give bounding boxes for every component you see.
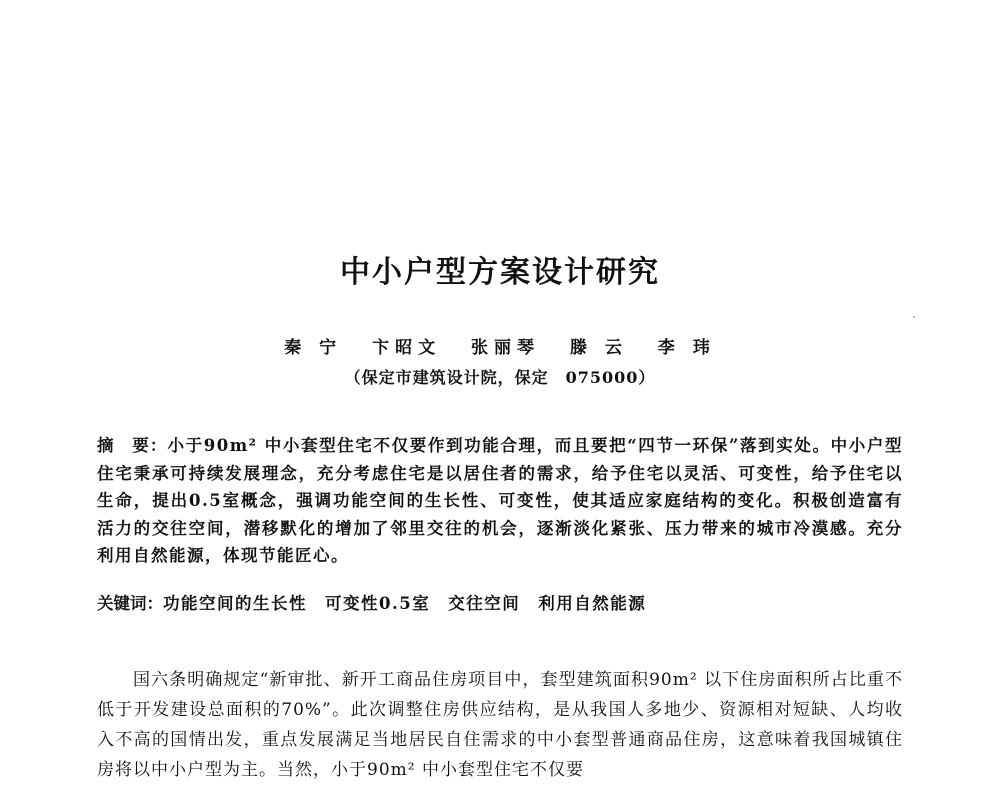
- author-list: [0, 336, 1000, 360]
- author-affiliation: （保定市建筑设计院，保定 075000）: [344, 368, 656, 387]
- abstract-label: 摘 要：: [97, 436, 168, 455]
- author-name: 秦 宁: [284, 338, 343, 358]
- body-paragraph: 国六条明确规定“新审批、新开工商品住房项目中，套型建筑面积90m² 以下住房面积所占比重不低于开发建设总面积的70%”。此次调整住房供应结构，是从我国人多地少、资源相对短缺、人均收入不高的国情出发，重点发展满足当地居民自住需求的中小套型普通商品住房，这意味着我国城镇住房将以中小户型为主。当然，小于90m² 中小套型住宅不仅要: [97, 670, 903, 780]
- author-name: 李 玮: [657, 338, 716, 358]
- keywords-text: 功能空间的生长性 可变性0.5室 交往空间 利用自然能源: [163, 594, 647, 613]
- author-name: 卞昭文: [372, 338, 442, 358]
- scan-speck: [913, 316, 915, 318]
- author-name: 滕 云: [569, 338, 628, 358]
- keywords-label: 关键词：: [97, 594, 163, 613]
- paper-title: 中小户型方案设计研究: [340, 255, 660, 290]
- abstract: [97, 432, 903, 570]
- author-name: 张丽琴: [471, 338, 541, 358]
- keywords: [97, 590, 903, 618]
- abstract-text: 小于90m² 中小套型住宅不仅要作到功能合理，而且要把“四节一环保”落到实处。中小户型住宅秉承可持续发展理念，充分考虑住宅是以居住者的需求，给予住宅以灵活、可变性，给予住宅以生命，提出0.5室概念，强调功能空间的生长性、可变性，使其适应家庭结构的变化。积极创造富有活力的交往空间，潜移默化的增加了邻里交往的机会，逐渐淡化紧张、压力带来的城市冷漠感。充分利用自然能源，体现节能匠心。: [97, 436, 904, 566]
